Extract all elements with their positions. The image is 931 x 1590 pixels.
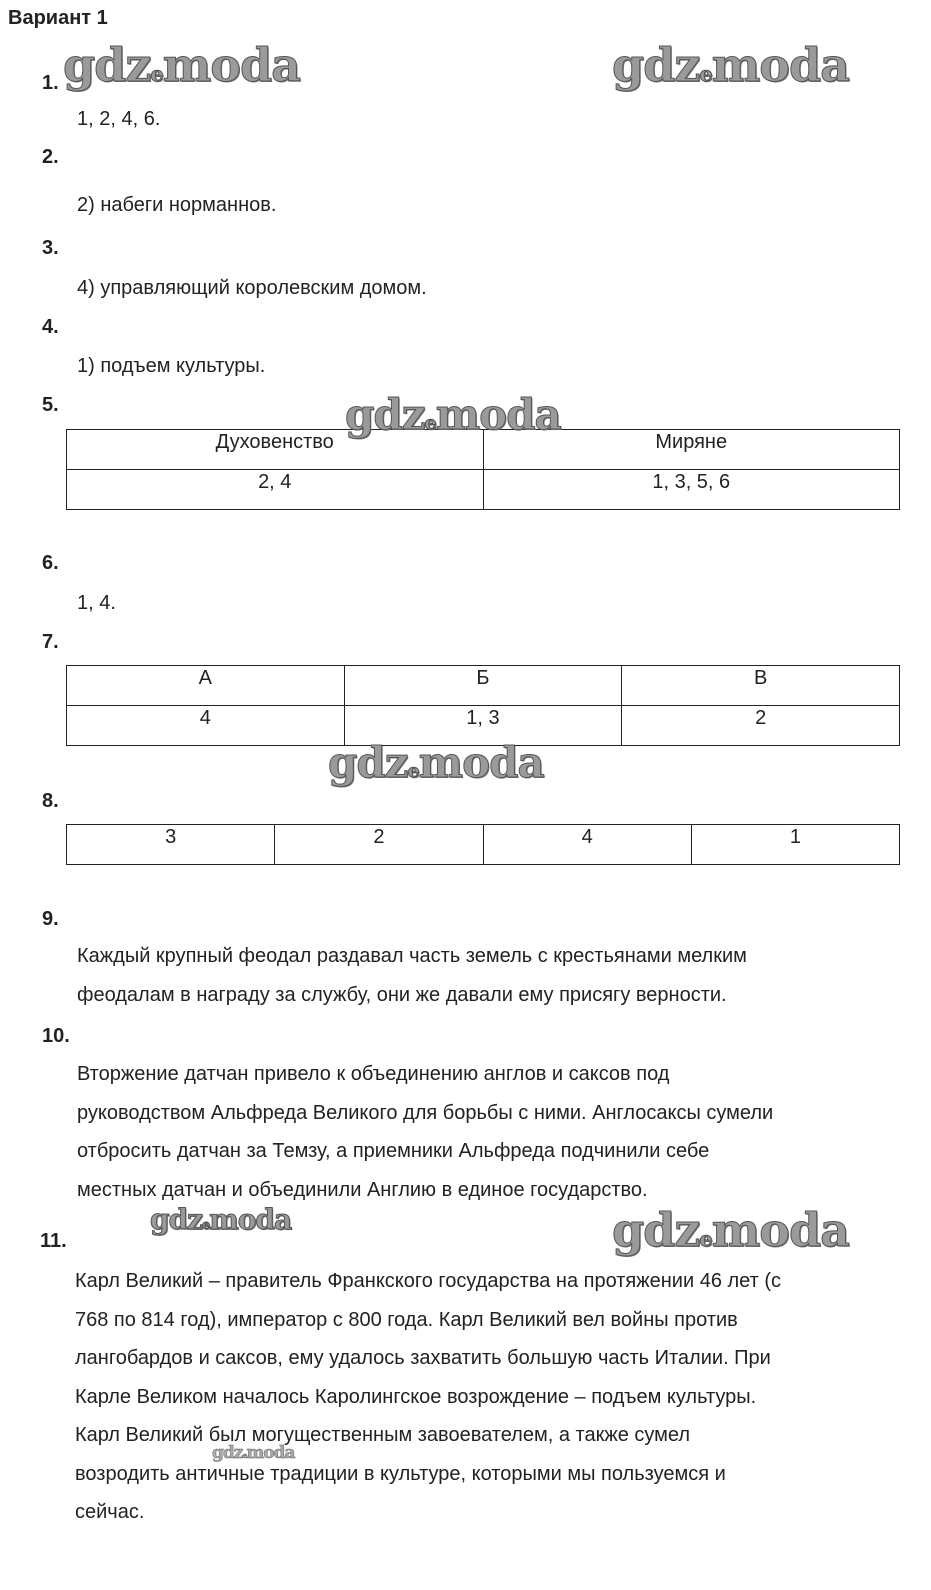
table-header-cell: В: [622, 666, 900, 706]
watermark-logo: gdzemoda: [345, 390, 561, 439]
table-cell: 3: [67, 825, 275, 865]
question-number-7: 7.: [42, 631, 59, 653]
table-cell: 1: [691, 825, 899, 865]
table-header-cell: Духовенство: [67, 430, 484, 470]
question-number-1: 1.: [42, 72, 59, 94]
question-number-4: 4.: [42, 316, 59, 338]
table-matching-abv: [66, 665, 900, 746]
answer-line: возродить античные традиции в культуре, которыми мы пользуемся и: [75, 1462, 726, 1485]
table-header-row: [67, 430, 900, 470]
question-number-6: 6.: [42, 552, 59, 574]
watermark-logo: gdzemoda: [63, 38, 300, 92]
table-row: [67, 706, 900, 746]
table-header-cell: Б: [344, 666, 622, 706]
answer-line: отбросить датчан за Темзу, а приемники Альфреда подчинили себе: [77, 1140, 710, 1162]
table-cell: 2, 4: [67, 470, 484, 510]
answer-1: 1, 2, 4, 6.: [77, 108, 161, 130]
watermark-logo: gdzemoda: [212, 1443, 295, 1463]
question-number-8: 8.: [42, 790, 59, 812]
answer-line: Карл Великий – правитель Франкского государства на протяжении 46 лет (с: [75, 1270, 782, 1292]
answer-line: Карле Великом началось Каролингское возрождение – подъем культуры.: [75, 1385, 757, 1408]
table-cell: 2: [275, 825, 483, 865]
table-header-cell: А: [67, 666, 345, 706]
answer-9: [77, 937, 747, 1014]
answer-line: Каждый крупный феодал раздавал часть земель с крестьянами мелким: [77, 945, 747, 967]
question-number-9: 9.: [42, 908, 59, 930]
answer-line: сейчас.: [75, 1501, 145, 1523]
table-clergy-laity: [66, 429, 900, 510]
answer-2: 2) набеги норманнов.: [77, 194, 277, 216]
table-row: [67, 825, 900, 865]
table-cell: 1, 3: [344, 706, 622, 746]
watermark-logo: gdzemoda: [612, 1203, 849, 1257]
table-cell: 1, 3, 5, 6: [483, 470, 900, 510]
question-number-5: 5.: [42, 394, 59, 416]
watermark-logo: gdzemoda: [612, 38, 849, 92]
answer-line: местных датчан и объединили Англию в единое государство.: [77, 1178, 648, 1201]
table-header-row: [67, 666, 900, 706]
answer-10: [77, 1055, 773, 1209]
question-number-2: 2.: [42, 146, 59, 168]
answer-line: руководством Альфреда Великого для борьбы с ними. Англосаксы сумели: [77, 1101, 774, 1124]
table-sequence: [66, 824, 900, 865]
question-number-10: 10.: [42, 1025, 70, 1047]
question-number-11: 11.: [40, 1230, 67, 1252]
watermark-logo: gdzemoda: [150, 1203, 292, 1236]
answer-4: 1) подъем культуры.: [77, 355, 266, 377]
answer-3: 4) управляющий королевским домом.: [77, 277, 427, 299]
table-header-cell: Миряне: [483, 430, 900, 470]
answer-line: 768 по 814 год), император с 800 года. Карл Великий вел войны против: [75, 1308, 738, 1331]
question-number-3: 3.: [42, 237, 59, 259]
table-cell: 2: [622, 706, 900, 746]
answer-6: 1, 4.: [77, 592, 116, 614]
table-row: [67, 470, 900, 510]
table-cell: 4: [483, 825, 691, 865]
answer-line: феодалам в награду за службу, они же давали ему присягу верности.: [77, 983, 727, 1006]
answer-line: Вторжение датчан привело к объединению англов и саксов под: [77, 1063, 670, 1085]
table-cell: 4: [67, 706, 345, 746]
answer-line: Карл Великий был могущественным завоевателем, а также сумел: [75, 1424, 691, 1446]
answer-line: лангобардов и саксов, ему удалось захватить большую часть Италии. При: [75, 1347, 771, 1369]
page-title: Вариант 1: [8, 7, 108, 29]
answer-11: [75, 1262, 781, 1532]
watermark-logo: gdzemoda: [328, 738, 544, 787]
